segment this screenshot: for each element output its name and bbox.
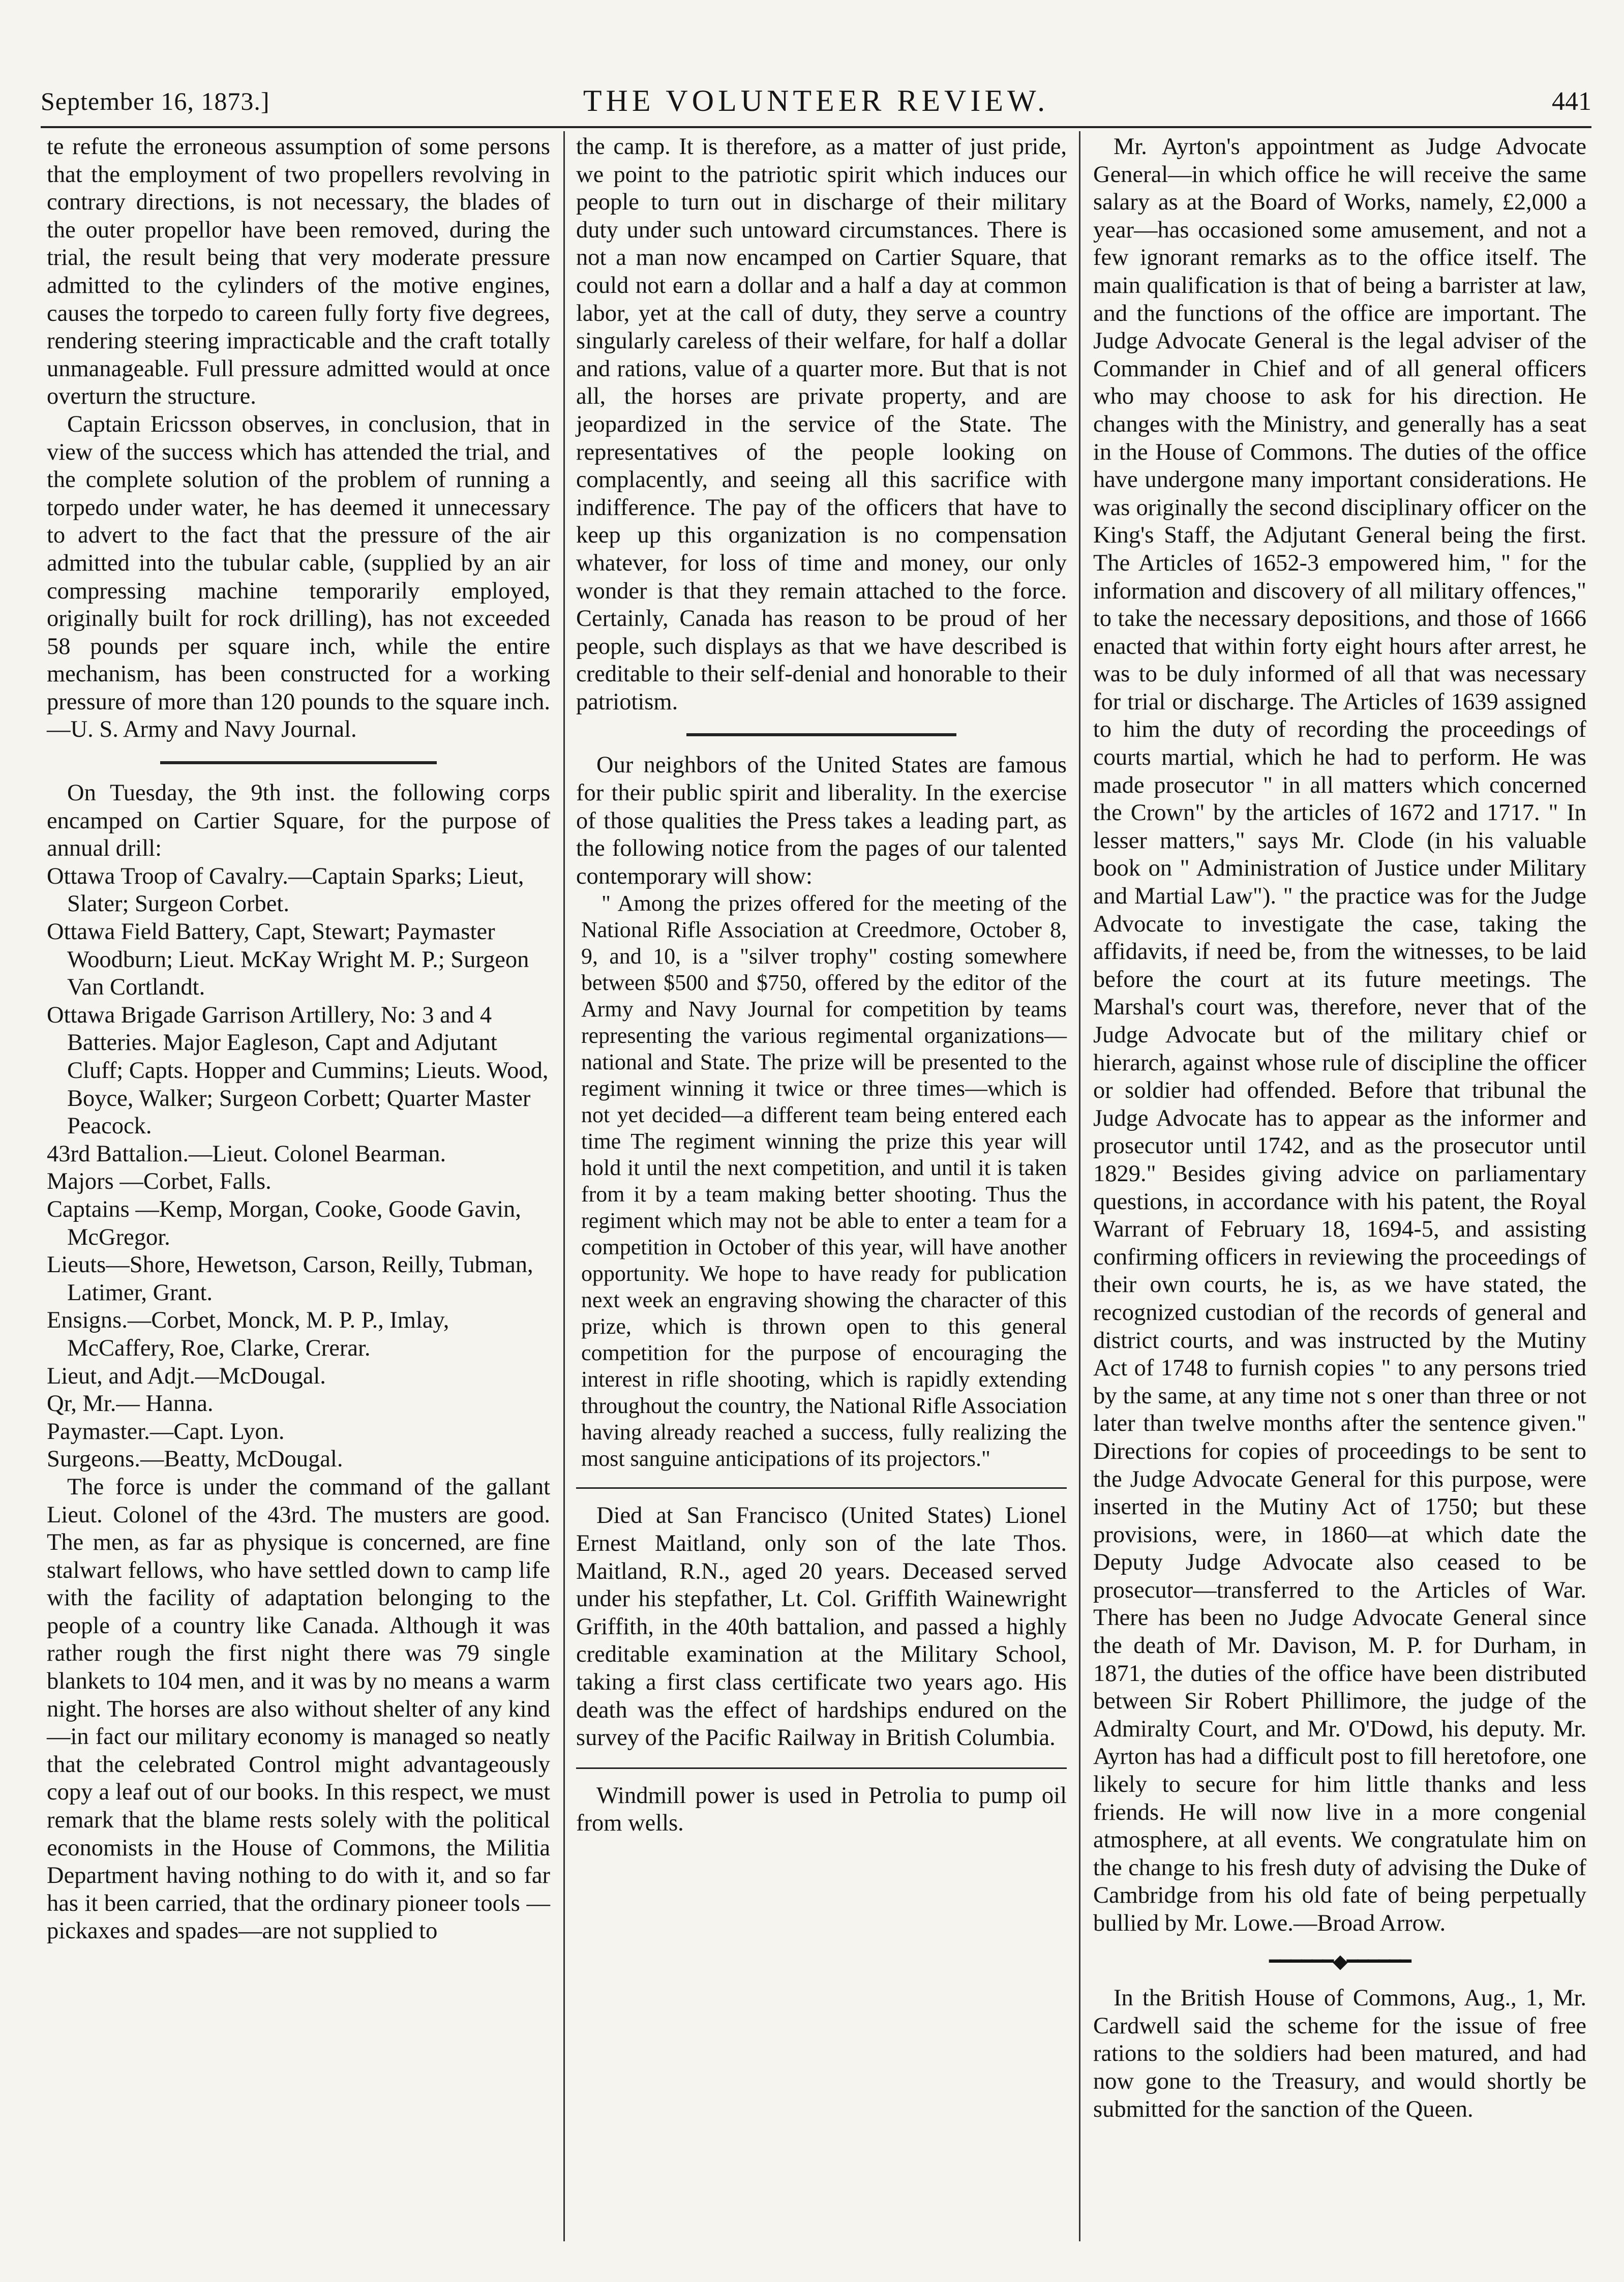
section-separator [160, 761, 437, 764]
corps-list-item: Ottawa Brigade Garrison Artillery, No: 3 and 4 Batteries. Major Eagleson, Capt and Adjutant Cluff; Capts. Hopper and Cummins; Lieuts. Wood, Boyce, Walker; Surgeon Corbett; Quarter Master Peacock. [47, 1002, 549, 1139]
torpedo-article-end: te refute the erroneous assumption of some persons that the employment of two propellers revolving in contrary directions, is not necessary, the blades of the outer propellor have been removed, during the trial, the result being that very moderate pressure admitted to the cylinders of the motive engines, causes the torpedo to careen fully forty five degrees, rendering steering impracticable and the craft totally unmanageable. Full pressure admitted would at once overturn the structure. [47, 134, 550, 410]
rifle-prize-quote: " Among the prizes offered for the meeting of the National Rifle Association at Creedmore, October 8, 9, and 10, is a "silver trophy" costing somewhere between $500 and $750, offered by the editor of the Army and Navy Journal for competition by teams representing the various regimental organizations— national and State. The prize will be presented to the regiment winning it twice or three times—which is not yet decided—a different team being entered each time The regiment winning the prize this year will hold it until the next competition, and until it is taken from it by a team making better shooting. Thus the regiment which may not be able to enter a team for a competition in October of this year, will have another opportunity. We hope to have ready for publication next week an engraving showing the character of this prize, which is thrown open to this general competition for the purpose of encouraging the interest in rifle shooting, which is rapidly extending throughout the country, the National Rifle Association having already reached a success, fully realizing the most sanguine anticipations of its projectors." [581, 891, 1067, 1472]
section-separator [576, 1767, 1067, 1769]
corps-list-item: Ottawa Field Battery, Capt, Stewart; Paymaster Woodburn; Lieut. McKay Wright M. P.; Surgeon Van Cortlandt. [47, 919, 529, 1001]
section-separator [686, 733, 956, 736]
publication-title: THE VOLUNTEER REVIEW. [583, 84, 1049, 117]
corps-list-item: Paymaster.—Capt. Lyon. [47, 1418, 285, 1445]
page-number: 441 [1552, 87, 1591, 116]
corps-list-item: 43rd Battalion.—Lieut. Colonel Bearman. [47, 1140, 446, 1167]
ericsson-conclusion-paragraph: Captain Ericsson observes, in conclusion, that in view of the success which has attended the trial, and the complete solution of the problem of running a torpedo under water, he has deemed it unnecessary to advert to the fact that the pressure of the air admitted into the tubular cable, (supplied by an air compressing machine temporarily employed, originally built for rock drilling), has not exceeded 58 pounds per square inch, while the entire mechanism, has been constructed for a working pressure of more than 120 pounds to the square inch.—U. S. Army and Navy Journal. [47, 411, 550, 743]
windmill-paragraph: Windmill power is used in Petrolia to pump oil from wells. [576, 1782, 1067, 1837]
issue-date: September 16, 1873.] [41, 87, 270, 115]
camp-article-continuation: the camp. It is therefore, as a matter of just pride, we point to the patriotic spirit which induces our people to turn out in discharge of their military duty under such untoward circumstances. There is not a man now encamped on Cartier Square, that could not earn a dollar and a half a day at common labor, yet at the call of duty, they serve a country singularly careless of their welfare, for half a dollar and rations, value of a quarter more. But that is not all, the horses are private property, and are jeopardized in the service of the State. The representatives of the people looking on complacently, and seeing all this sacrifice with indifference. The pay of the officers that have to keep up this organization is no compensation whatever, for loss of time and money, our only wonder is that they remain attached to the force. Certainly, Canada has reason to be proud of her people, such displays as that we have described is creditable to their self-denial and honorable to their patriotism. [576, 134, 1067, 715]
corps-list-item: Majors —Corbet, Falls. [47, 1168, 272, 1195]
column-divider [563, 131, 565, 2241]
column-1 [47, 133, 550, 1945]
corps-list-item: Surgeons.—Beatty, McDougal. [47, 1446, 343, 1473]
corps-list-item: Qr, Mr.— Hanna. [47, 1391, 214, 1417]
corps-list-item: Ottawa Troop of Cavalry.—Captain Sparks; Lieut, Slater; Surgeon Corbet. [47, 863, 524, 917]
obituary-paragraph: Died at San Francisco (United States) Lionel Ernest Maitland, only son of the late Thos. Maitland, R.N., aged 20 years. Deceased served under his stepfather, Lt. Col. Griffith Wainewright Griffith, in the 40th battalion, and passed a highly creditable examination at the Military School, taking a first class certificate two years ago. His death was the effect of hardships endured on the survey of the Pacific Railway in British Columbia. [576, 1503, 1067, 1751]
column-2 [576, 133, 1067, 1838]
commons-rations-paragraph: In the British House of Commons, Aug., 1, Mr. Cardwell said the scheme for the issue of free rations to the soldiers had been matured, and had now gone to the Treasury, and would shortly be submitted for the sanction of the Queen. [1093, 1985, 1586, 2122]
header-rule [41, 126, 1591, 128]
column-divider [1079, 131, 1080, 2241]
column-3 [1093, 133, 1586, 2123]
corps-list-item: Lieut, and Adjt.—McDougal. [47, 1363, 326, 1389]
section-separator [576, 1487, 1067, 1489]
camp-force-paragraph: The force is under the command of the gallant Lieut. Colonel of the 43rd. The musters are good. The men, as far as physique is concerned, are fine stalwart fellows, who have settled down to camp life with the facility of adaptation belonging to the people of a country like Canada. Although it was rather rough the first night there was 79 single blankets to 104 men, and it was by no means a warm night. The horses are also without shelter of any kind—in fact our military economy is managed so neatly that the celebrated Control might advantageously copy a leaf out of our books. In this respect, we must remark that the blame rests solely with the political economists in the House of Commons, the Militia Department having nothing to do with it, and so far has it been carried, that the ordinary pioneer tools —pickaxes and spades—are not supplied to [47, 1474, 550, 1944]
corps-list-item: Lieuts—Shore, Hewetson, Carson, Reilly, Tubman, Latimer, Grant. [47, 1252, 533, 1306]
united-states-intro-paragraph: Our neighbors of the United States are famous for their public spirit and liberality. In the exercise of those qualities the Press takes a leading part, as the following notice from the pages of our talented contemporary will show: [576, 752, 1067, 889]
corps-list-item: Ensigns.—Corbet, Monck, M. P. P., Imlay, McCaffery, Roe, Clarke, Crerar. [47, 1307, 449, 1361]
camp-intro-paragraph: On Tuesday, the 9th inst. the following corps encamped on Cartier Square, for the purpose of annual drill: [47, 780, 550, 862]
page-header [41, 76, 1591, 122]
ornament-separator: ━━━━━━◆━━━━━━ [1269, 1950, 1410, 1972]
corps-list-item: Captains —Kemp, Morgan, Cooke, Goode Gavin, McGregor. [47, 1196, 521, 1250]
judge-advocate-article: Mr. Ayrton's appointment as Judge Advocate General—in which office he will receive the same salary as at the Board of Works, namely, £2,000 a year—has occasioned some amusement, and not a few ignorant remarks as to the office itself. The main qualification is that of being a barrister at law, and the functions of the office are important. The Judge Advocate General is the legal adviser of the Commander in Chief and of all general officers who may choose to ask for his direction. He changes with the Ministry, and generally has a seat in the House of Commons. The duties of the office have undergone many important considerations. He was originally the second disciplinary officer on the King's Staff, the Adjutant General being the first. The Articles of 1652-3 empowered him, " for the information and discovery of all military offences," to take the necessary depositions, and those of 1666 enacted that within forty eight hours after arrest, he was to be duly informed of all that was necessary for trial or discharge. The Articles of 1639 assigned to him the duty of recording the proceedings of courts martial, which he had to perform. He was made prosecutor " in all matters which concerned the Crown" by the articles of 1672 and 1717. " In lesser matters," says Mr. Clode (in his valuable book on " Administration of Justice under Military and Martial Law"). " the practice was for the Judge Advocate to investigate the case, taking the affidavits, if need be, from the witnesses, to be laid before the court at its future meetings. The Marshal's court was, therefore, never that of the Judge Advocate but of the military chief or hierarch, against whose rule of discipline the officer or soldier had offended. Before that tribunal the Judge Advocate has to appear as the informer and prosecutor until 1742, and as the prosecutor until 1829." Besides giving advice on parliamentary questions, in accordance with his patent, the Royal Warrant of February 18, 1694-5, and assisting confirming officers in reviewing the proceedings of their own courts, he is, as we have stated, the recognized custodian of the records of general and district courts, and was instructed by the Mutiny Act of 1748 to furnish copies " to any persons tried by the same, at any time not s oner than three or not later than twelve months after the sentence given." Directions for copies of proceedings to be sent to the Judge Advocate General for this purpose, were inserted in the Mutiny Act of 1750; but these provisions, were, in 1860—at which date the Deputy Judge Advocate also ceased to be prosecutor—transferred to the Articles of War. There has been no Judge Advocate General since the death of Mr. Davison, M. P. for Durham, in 1871, the duties of the office have been distributed between Sir Robert Phillimore, the judge of the Admiralty Court, and Mr. O'Dowd, his deputy. Mr. Ayrton has had a difficult post to fill heretofore, one likely to secure for him little thanks and less friends. He will now live in a more congenial atmosphere, at all events. We congratulate him on the change to his fresh duty of advising the Duke of Cambridge from his old fate of being perpetually bullied by Mr. Lowe.—Broad Arrow. [1093, 134, 1586, 1936]
